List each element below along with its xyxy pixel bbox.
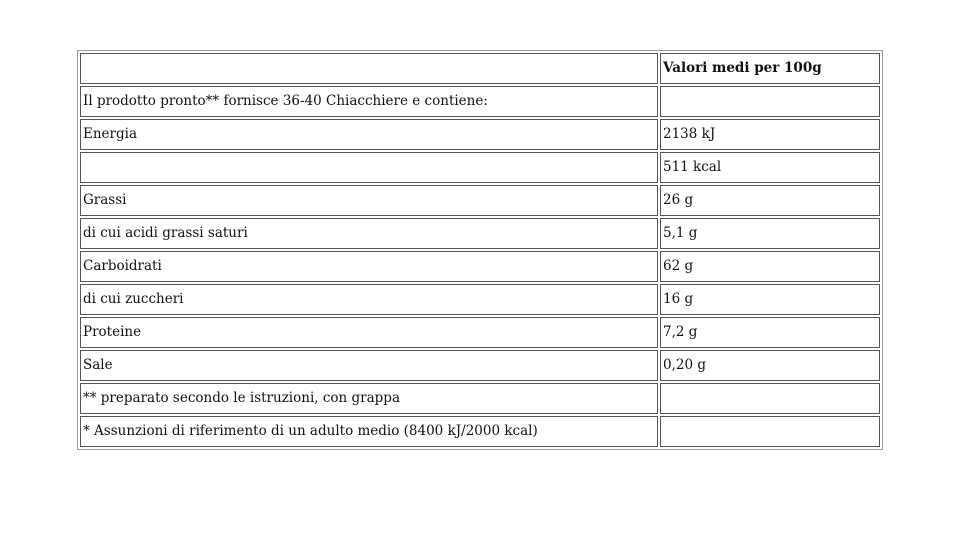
table-row (80, 86, 880, 117)
row-label: Carboidrati (80, 251, 658, 282)
table-row (80, 152, 880, 183)
row-value (660, 86, 880, 117)
row-label: Energia (80, 119, 658, 150)
row-value (660, 416, 880, 447)
row-value: 0,20 g (660, 350, 880, 381)
row-label: ** preparato secondo le istruzioni, con grappa (80, 383, 658, 414)
table-row (80, 317, 880, 348)
table-header-row (80, 53, 880, 84)
header-label-cell (80, 53, 658, 84)
row-value: 62 g (660, 251, 880, 282)
row-value: 2138 kJ (660, 119, 880, 150)
row-value: 16 g (660, 284, 880, 315)
row-label: Il prodotto pronto** fornisce 36-40 Chiacchiere e contiene: (80, 86, 658, 117)
row-value (660, 383, 880, 414)
row-value: 26 g (660, 185, 880, 216)
table-row (80, 119, 880, 150)
table-row (80, 350, 880, 381)
row-label: Grassi (80, 185, 658, 216)
row-label: di cui acidi grassi saturi (80, 218, 658, 249)
table-row (80, 218, 880, 249)
table-row (80, 251, 880, 282)
nutrition-table (77, 50, 883, 450)
table-row (80, 383, 880, 414)
row-value: 5,1 g (660, 218, 880, 249)
header-value-cell: Valori medi per 100g (660, 53, 880, 84)
row-label: * Assunzioni di riferimento di un adulto medio (8400 kJ/2000 kcal) (80, 416, 658, 447)
row-value: 511 kcal (660, 152, 880, 183)
row-label (80, 152, 658, 183)
row-label: Proteine (80, 317, 658, 348)
table-row (80, 416, 880, 447)
table-row (80, 185, 880, 216)
row-value: 7,2 g (660, 317, 880, 348)
row-label: di cui zuccheri (80, 284, 658, 315)
table-row (80, 284, 880, 315)
row-label: Sale (80, 350, 658, 381)
